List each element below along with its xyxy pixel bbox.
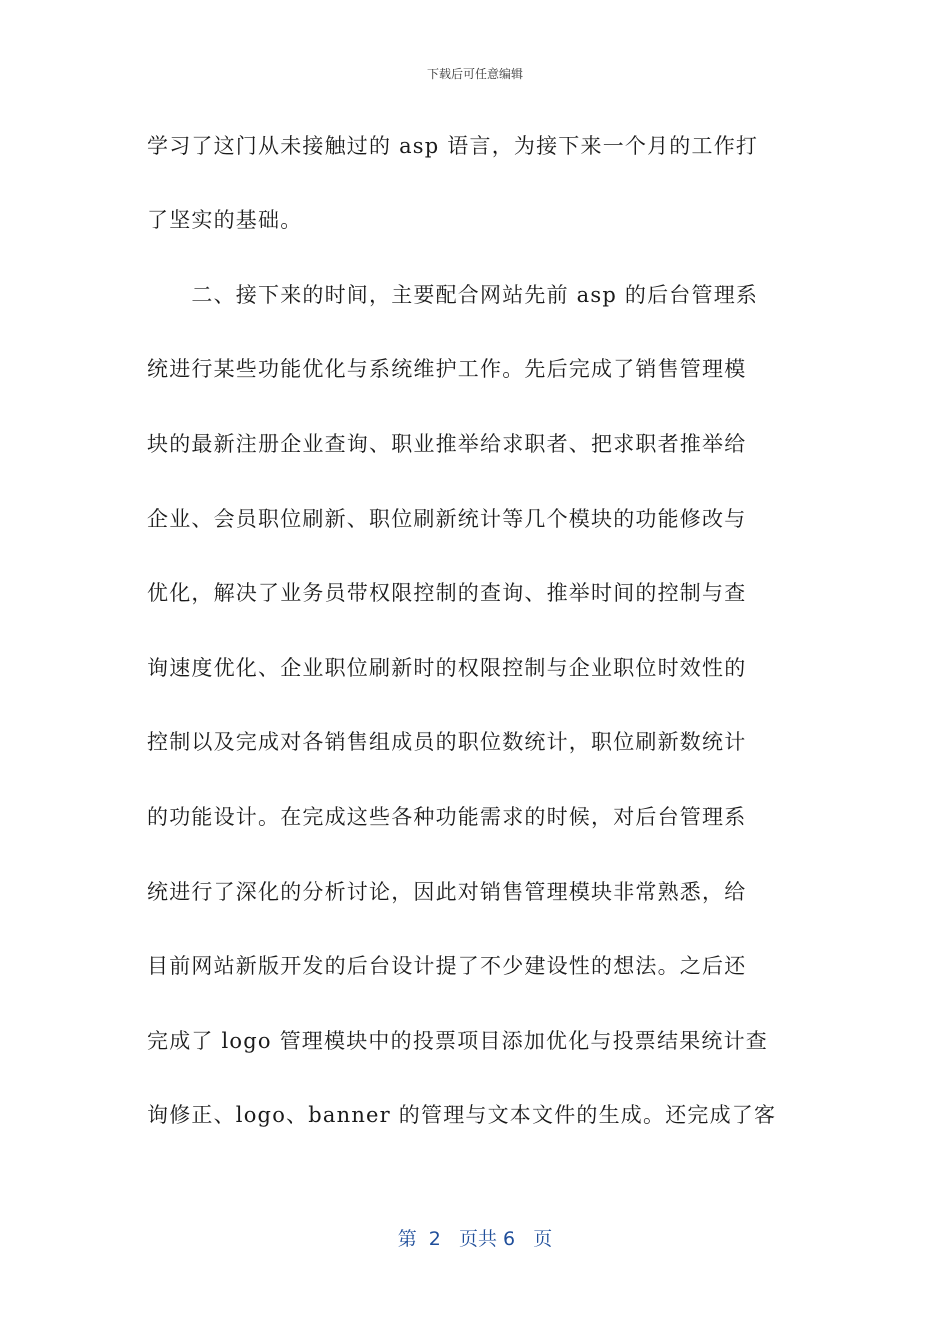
text-line: 询修正、logo、banner 的管理与文本文件的生成。还完成了客 — [147, 1103, 777, 1127]
text-line: 块的最新注册企业查询、职业推举给求职者、把求职者推举给 — [147, 432, 747, 456]
text-line: 控制以及完成对各销售组成员的职位数统计，职位刷新数统计 — [147, 730, 747, 754]
text-line: 询速度优化、企业职位刷新时的权限控制与企业职位时效性的 — [147, 656, 747, 680]
page-header-note: 下载后可任意编辑 — [426, 67, 523, 81]
text-line: 统进行了深化的分析讨论，因此对销售管理模块非常熟悉，给 — [147, 880, 747, 904]
text-line: 了坚实的基础。 — [147, 208, 303, 232]
text-line: 二、接下来的时间，主要配合网站先前 asp 的后台管理系 — [147, 283, 759, 307]
text-line: 优化，解决了业务员带权限控制的查询、推举时间的控制与查 — [147, 581, 747, 605]
page-number: 第 2 页共 6 页 — [397, 1228, 553, 1250]
text-line: 的功能设计。在完成这些各种功能需求的时候，对后台管理系 — [147, 805, 747, 829]
text-line: 统进行某些功能优化与系统维护工作。先后完成了销售管理模 — [147, 357, 747, 381]
text-line: 企业、会员职位刷新、职位刷新统计等几个模块的功能修改与 — [147, 507, 747, 531]
text-line: 学习了这门从未接触过的 asp 语言，为接下来一个月的工作打 — [147, 134, 759, 158]
text-line: 完成了 logo 管理模块中的投票项目添加优化与投票结果统计查 — [147, 1029, 768, 1053]
text-line: 目前网站新版开发的后台设计提了不少建设性的想法。之后还 — [147, 954, 747, 978]
